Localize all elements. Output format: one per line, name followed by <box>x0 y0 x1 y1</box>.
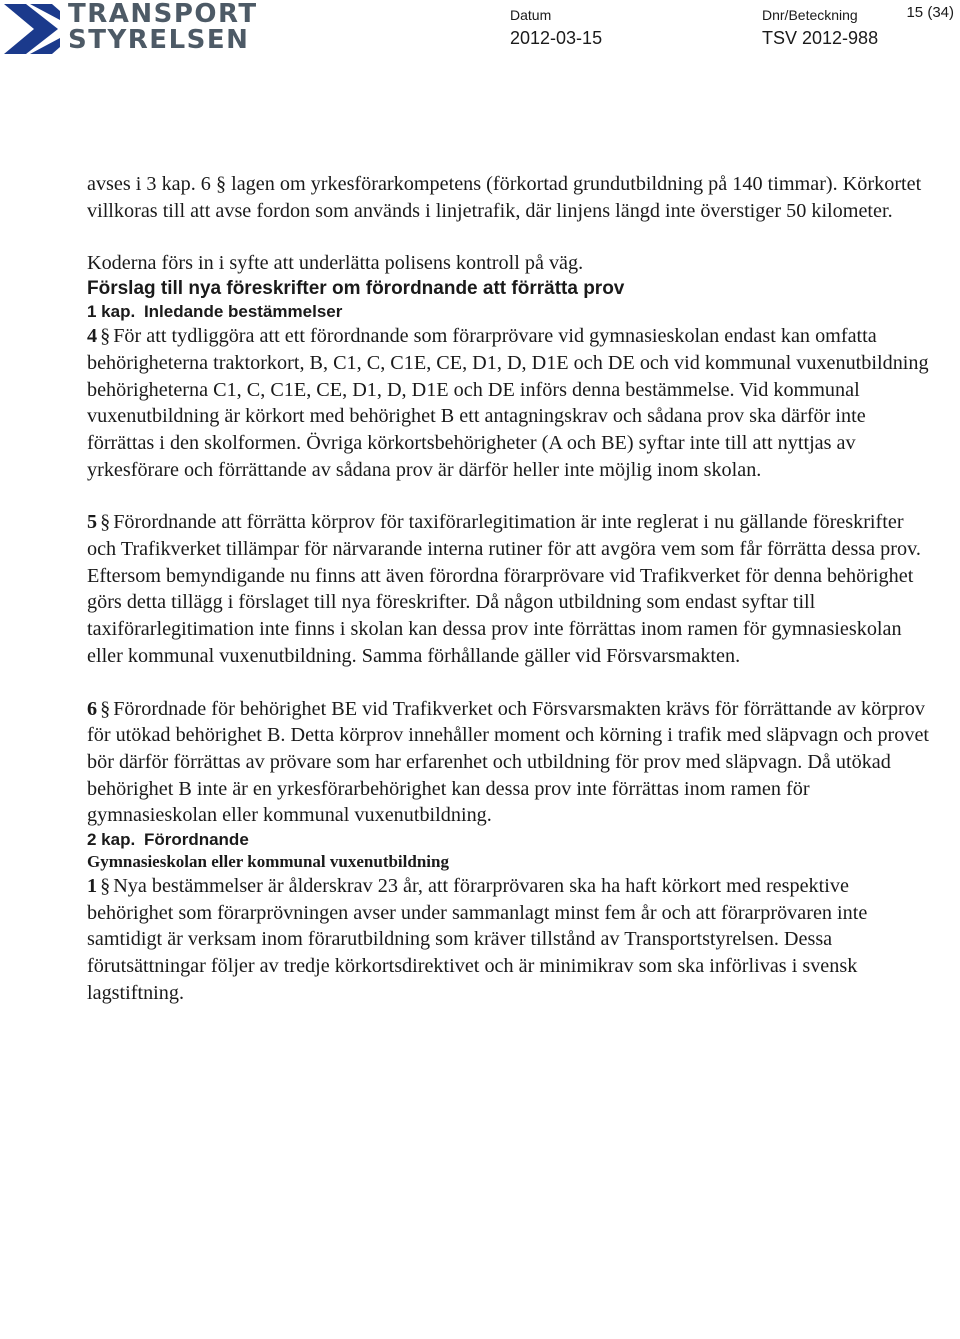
date-label: Datum <box>510 7 552 23</box>
transportstyrelsen-logo <box>4 0 258 56</box>
chapter-2-subheading: Gymnasieskolan eller kommunal vuxenutbildning <box>87 852 449 872</box>
chapter-1-title: Inledande bestämmelser <box>143 302 343 322</box>
document-body <box>87 171 937 1007</box>
section-1-number: 1 <box>87 875 98 898</box>
section-sign: § <box>100 325 111 348</box>
section-4-paragraph <box>87 323 937 483</box>
chapter-1-heading <box>87 301 937 323</box>
date-block <box>510 6 602 50</box>
section-1-text: Nya bestämmelser är ålderskrav 23 år, att förarprövaren ska ha haft körkort med respektive behörighet som förarprövningen avser under sammanlagt minst fem år och att förarprövaren inte samtidigt är verksam inom förarutbildning som kräver tillstånd av Transportstyrelsen. Dessa förutsättningar följer av tredje körkortsdirektivet och är minimikrav som ska införlivas i svensk lagstiftning. <box>87 875 868 1004</box>
logo-line2: STYRELSEN <box>68 25 250 55</box>
dnr-value: TSV 2012-988 <box>762 28 879 48</box>
dnr-block <box>762 6 878 50</box>
logo-mark-icon <box>4 2 60 56</box>
logo-line1: TRANSPORT <box>68 0 258 29</box>
logo-wordmark <box>68 1 258 53</box>
section-1-paragraph <box>87 873 937 1007</box>
page-number: 15 (34) <box>906 4 954 21</box>
koderna-paragraph: Koderna förs in i syfte att underlätta polisens kontroll på väg. <box>87 252 584 275</box>
date-value: 2012-03-15 <box>510 28 603 48</box>
dnr-label: Dnr/Beteckning <box>762 7 858 23</box>
section-sign: § <box>100 875 111 898</box>
section-5-text: Förordnande att förrätta körprov för taxiförarlegitimation är inte reglerat i nu gällande föreskrifter och Trafikverket tillämpar för närvarande interna rutiner för att avgöra vem som får förrätta dessa prov. Eftersom bemyndigande nu finns att även förordna förarprövare vid Trafikverket för denna behörighet görs detta tillägg i förslaget till nya föreskrifter. Då någon utbildning som endast syftar till taxiförarlegitimation inte finns i skolan kan dessa prov inte förrättas inom ramen för gymnasieskolan eller kommunal vuxenutbildning. Samma förhållande gäller vid Försvarsmakten. <box>87 511 921 667</box>
page-header <box>0 0 960 70</box>
section-sign: § <box>100 697 111 720</box>
section-4-number: 4 <box>87 325 98 348</box>
section-4-text: För att tydliggöra att ett förordnande som förarprövare vid gymnasieskolan endast kan omfatta behörigheterna traktorkort, B, C1, C, C1E, CE, D1, D, D1E och DE och vid kommunal vuxenutbildning behörigheterna C1, C, C1E, CE, D1, D, D1E och DE införs denna bestämmelse. Vid kommunal vuxenutbildning är körkort med behörighet B ett antagningskrav och sådana prov ska därför inte förrättas i den skolformen. Övriga körkortsbehörigheter (A och BE) syftar inte till att nyttjas av yrkesförare och förrättande av sådana prov är därför heller inte möjlig inom skolan. <box>87 325 929 481</box>
section-5-number: 5 <box>87 511 98 534</box>
section-6-text: Förordnade för behörighet BE vid Trafikverket och Försvarsmakten krävs för förrättande av körprov för utökad behörighet B. Detta körprov innehåller moment och körning i trafik med släpvagn och provet bör därför förrättas av prövare som har erfarenhet och utbildning för prov med släpvagn. Då utökad behörighet B inte är en yrkesförarbehörighet kan dessa prov inte förrättas inom ramen för gymnasieskolan eller kommunal vuxenutbildning. <box>87 697 930 827</box>
chapter-1-number: 1 kap. <box>87 302 136 322</box>
proposal-heading: Förslag till nya föreskrifter om förordnande att förrätta prov <box>87 278 625 300</box>
chapter-2-heading <box>87 829 937 851</box>
chapter-2-title: Förordnande <box>143 830 249 850</box>
chapter-2-number: 2 kap. <box>87 830 136 850</box>
section-6-number: 6 <box>87 697 98 720</box>
section-sign: § <box>100 511 111 534</box>
intro-paragraph: avses i 3 kap. 6 § lagen om yrkesförarkompetens (förkortad grundutbildning på 140 timmar). Körkortet villkoras till att avse fordon som används i linjetrafik, där linjens längd inte överstiger 50 kilometer. <box>87 173 922 222</box>
section-5-paragraph <box>87 509 937 669</box>
section-6-paragraph <box>87 696 937 830</box>
